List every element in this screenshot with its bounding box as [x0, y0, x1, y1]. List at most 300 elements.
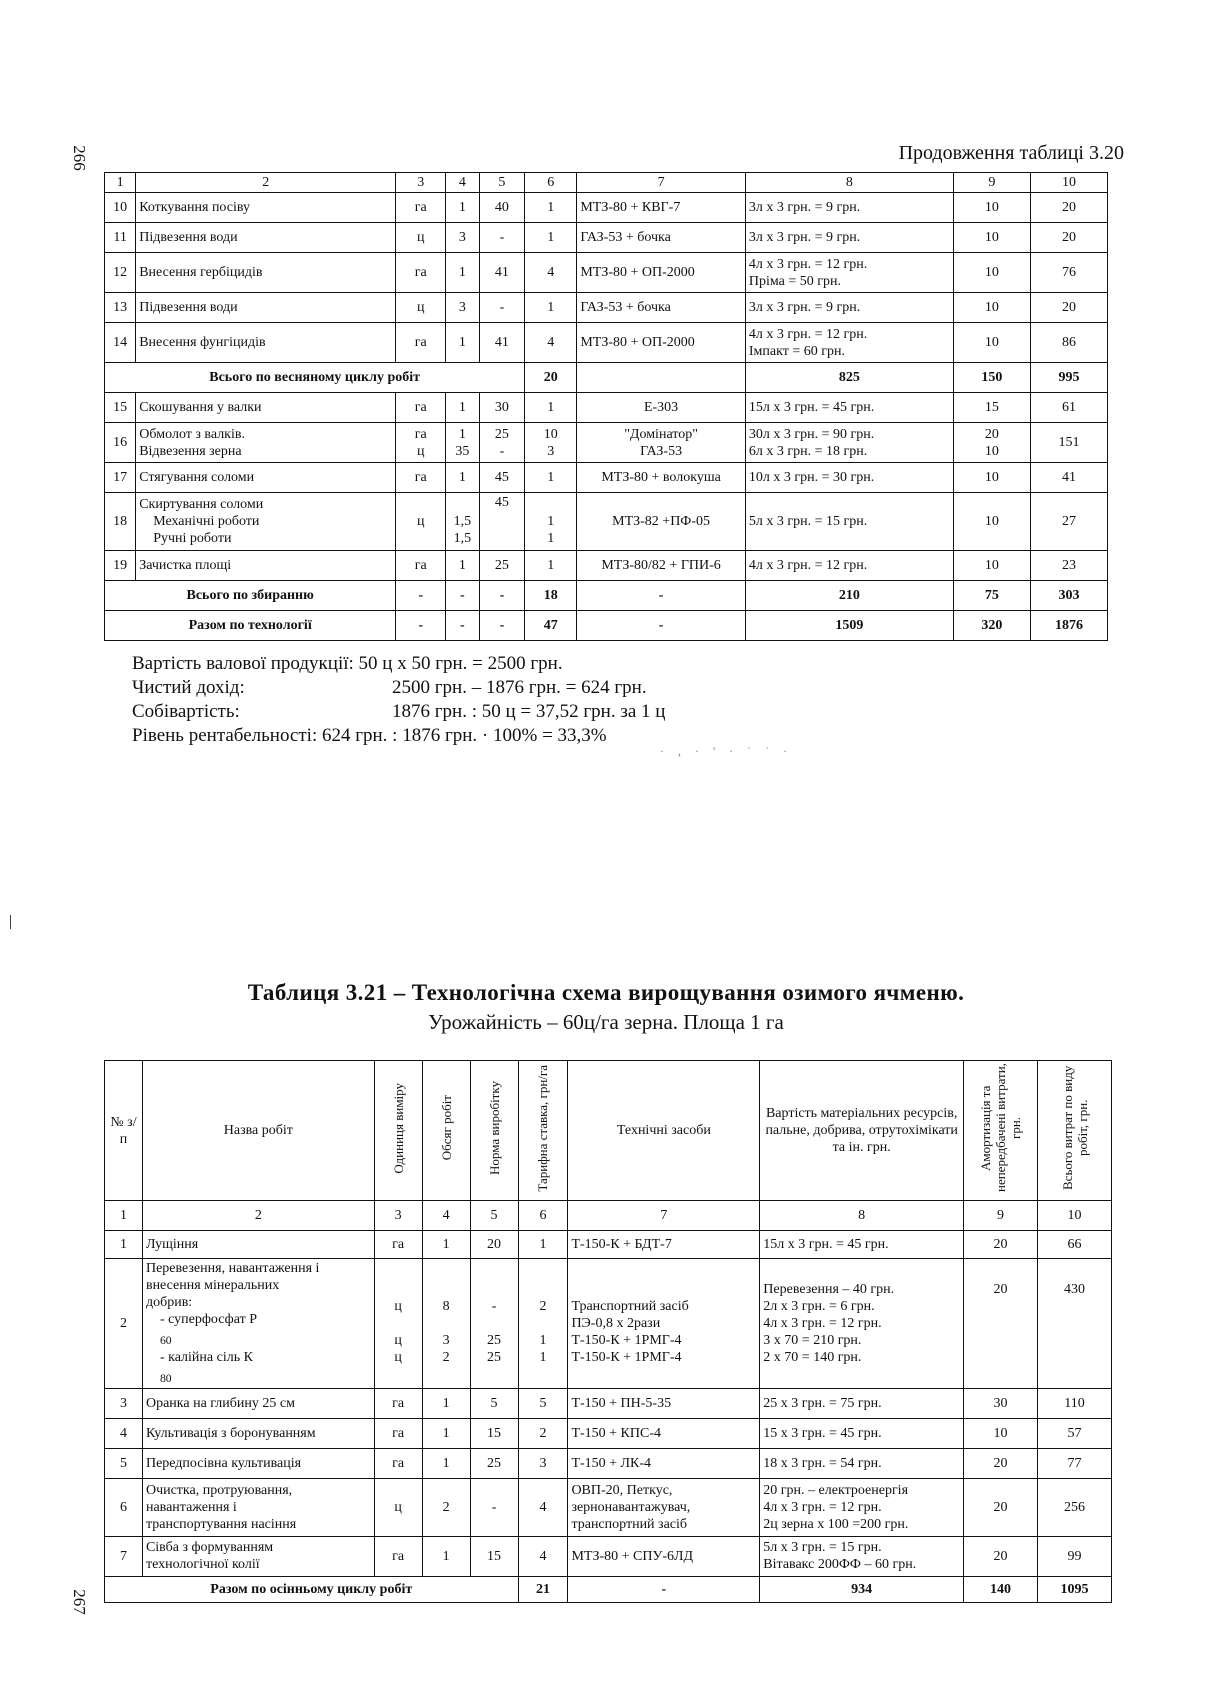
cell: 7: [105, 1536, 143, 1576]
page-number-bottom: 267: [69, 1589, 89, 1615]
cell: 1: [105, 1231, 143, 1259]
cell: 1: [446, 193, 479, 223]
subtotal-row: [105, 581, 1108, 611]
cell: [953, 423, 1030, 463]
cell: -: [577, 581, 746, 611]
table-row: [105, 1478, 1112, 1536]
cell: [446, 423, 479, 463]
cell: 25: [470, 1448, 518, 1478]
cell: 47: [525, 611, 577, 641]
cell: 27: [1030, 493, 1107, 551]
cell: 1: [422, 1448, 470, 1478]
cell: МТЗ-80 + ОП-2000: [577, 253, 746, 293]
cell: МТЗ-80 + СПУ-6ЛД: [568, 1536, 760, 1576]
col-num: 10: [1030, 173, 1107, 193]
cell: 20: [1030, 223, 1107, 253]
col-num: 3: [396, 173, 446, 193]
cell: [745, 423, 953, 463]
col-num: 3: [374, 1201, 422, 1231]
fertilizer-superphosphate: - суперфосфат Р: [159, 1312, 257, 1327]
header-norm: [470, 1061, 518, 1201]
cell-line: га: [414, 426, 427, 442]
cell: 15 х 3 грн. = 45 грн.: [760, 1418, 964, 1448]
cell: 4: [525, 323, 577, 363]
cell: 5л х 3 грн. = 15 грн.: [745, 493, 953, 551]
cell: 150: [953, 363, 1030, 393]
cell: [577, 423, 746, 463]
cell: 20: [964, 1536, 1038, 1576]
cell: -: [479, 581, 525, 611]
header-tech: Технічні засоби: [568, 1061, 760, 1201]
cell-line: 1: [547, 514, 555, 529]
cell: 3: [105, 1388, 143, 1418]
scan-specks: ·,·'·˙˙·: [660, 744, 802, 758]
cell: [479, 423, 525, 463]
cell: -: [479, 611, 525, 641]
cell: 15: [953, 393, 1030, 423]
cell: -: [396, 581, 446, 611]
cell-line: 25: [487, 1332, 502, 1348]
cell: 20: [470, 1231, 518, 1259]
header-unit-text: Одиниця виміру: [390, 1082, 406, 1174]
cell: ГАЗ-53 + бочка: [577, 223, 746, 253]
cell: 18: [525, 581, 577, 611]
cell: [422, 1259, 470, 1389]
cell: ц: [396, 293, 446, 323]
col-num: 6: [525, 173, 577, 193]
cell: га: [374, 1231, 422, 1259]
cell: 23: [1030, 551, 1107, 581]
cell: -: [568, 1576, 760, 1602]
cell-line: зернонавантажувач,: [571, 1499, 691, 1515]
cell-line: Обмолот з валків.: [139, 426, 245, 442]
cell: 1: [525, 463, 577, 493]
subtotal-label: Всього по збиранню: [105, 581, 396, 611]
total-row: [105, 1576, 1112, 1602]
cell: 20: [964, 1448, 1038, 1478]
total-label: Разом по осінньому циклу робіт: [105, 1576, 519, 1602]
cell-line: Скиртування соломи: [139, 497, 264, 512]
header-unit: [374, 1061, 422, 1201]
cell: га: [396, 393, 446, 423]
cell: Е-303: [577, 393, 746, 423]
cell: 140: [964, 1576, 1038, 1602]
summary-line: [132, 700, 666, 724]
cell: [518, 1259, 568, 1389]
cell-line: 3: [547, 443, 555, 459]
cell-line: 2: [539, 1298, 547, 1314]
summary-value: 1876 грн. : 50 ц = 37,52 грн. за 1 ц: [392, 701, 666, 722]
cell: 86: [1030, 323, 1107, 363]
cell-line: 30л х 3 грн. = 90 грн.: [748, 426, 875, 442]
table-3-20-continuation: [104, 172, 1108, 641]
cell: [479, 493, 525, 551]
cell: 934: [760, 1576, 964, 1602]
cell: 4: [518, 1536, 568, 1576]
cell: Т-150 + ПН-5-35: [568, 1388, 760, 1418]
cell-line: Відвезення зерна: [139, 443, 242, 459]
col-num: 9: [953, 173, 1030, 193]
cell-line: 1,5: [453, 514, 472, 529]
cell: [470, 1259, 518, 1389]
cell: га: [396, 323, 446, 363]
cell: 99: [1038, 1536, 1112, 1576]
cell-line: 4л х 3 грн. = 12 грн.: [763, 1315, 882, 1331]
cell-line: Ручні роботи: [153, 531, 232, 546]
cell: 15л х 3 грн. = 45 грн.: [745, 393, 953, 423]
column-number-row: [105, 1201, 1112, 1231]
cell: 41: [1030, 463, 1107, 493]
cell: 5: [470, 1388, 518, 1418]
cell-line: Транспортний засіб: [571, 1298, 689, 1314]
cell: 10л х 3 грн. = 30 грн.: [745, 463, 953, 493]
cell-line: 10: [543, 426, 558, 442]
col-num: 2: [142, 1201, 374, 1231]
cell: 18 х 3 грн. = 54 грн.: [760, 1448, 964, 1478]
col-num: 5: [479, 173, 525, 193]
cell-line: 8: [442, 1298, 450, 1314]
table-row: [105, 423, 1108, 463]
cell: МТЗ-80 + ОП-2000: [577, 323, 746, 363]
cell-line: Імпакт = 60 грн.: [748, 343, 845, 359]
cell-line: Механічні роботи: [153, 514, 260, 529]
cell-line: технологічної колії: [145, 1557, 260, 1573]
cell: ц: [374, 1478, 422, 1536]
cell: 1: [525, 393, 577, 423]
header-norm-text: Норма виробітку: [486, 1081, 502, 1175]
cell: 11: [105, 223, 136, 253]
cell: 10: [953, 551, 1030, 581]
cell: [446, 493, 479, 551]
table-row: [105, 193, 1108, 223]
summary-line: [132, 652, 607, 676]
cell: 1: [446, 253, 479, 293]
cell: Т-150 + КПС-4: [568, 1418, 760, 1448]
cell-line: Сівба з формуванням: [145, 1540, 274, 1556]
cell: [760, 1259, 964, 1389]
header-total: [1038, 1061, 1112, 1201]
cell: 256: [1038, 1478, 1112, 1536]
header-volume: [422, 1061, 470, 1201]
table-row: [105, 1418, 1112, 1448]
cell: 14: [105, 323, 136, 363]
cell: 41: [479, 253, 525, 293]
summary-value: 2500 грн. – 1876 грн. = 624 грн.: [392, 677, 647, 698]
cell: -: [577, 611, 746, 641]
cell-line: 45: [494, 495, 509, 510]
col-num: 5: [470, 1201, 518, 1231]
cell: 320: [953, 611, 1030, 641]
cell: 20: [964, 1259, 1038, 1389]
cell: 110: [1038, 1388, 1112, 1418]
cell: 2: [518, 1418, 568, 1448]
cell: [374, 1259, 422, 1389]
summary-label: Чистий дохід:: [132, 677, 245, 698]
cell-line: 10: [984, 443, 999, 459]
cell: МТЗ-80 + волокуша: [577, 463, 746, 493]
cell-line: 1: [458, 426, 466, 442]
cell: 10: [105, 193, 136, 223]
cell: [142, 1259, 374, 1389]
cell: 303: [1030, 581, 1107, 611]
cell: 10: [953, 493, 1030, 551]
cell: 4л х 3 грн. = 12 грн.: [745, 551, 953, 581]
cell: 825: [745, 363, 953, 393]
cell: 3: [518, 1448, 568, 1478]
header-name: Назва робіт: [142, 1061, 374, 1201]
cell: 1: [446, 463, 479, 493]
col-num: 8: [745, 173, 953, 193]
cell-line: внесення мінеральних: [145, 1278, 280, 1293]
cell-line: -: [491, 1298, 497, 1314]
table-3-21: [104, 1060, 1112, 1603]
cell-line: транспортний засіб: [571, 1516, 688, 1532]
cell: 1: [446, 551, 479, 581]
column-number-row: [105, 173, 1108, 193]
cell: 20: [1030, 293, 1107, 323]
cell-line: 4л х 3 грн. = 12 грн.: [748, 256, 868, 272]
cell: 10: [953, 223, 1030, 253]
cell: Передпосівна культивація: [142, 1448, 374, 1478]
subtotal-row: [105, 363, 1108, 393]
cell-line: 5л х 3 грн. = 15 грн.: [763, 1540, 882, 1556]
cell: [136, 423, 396, 463]
page-number-top: 266: [69, 145, 89, 171]
cell: 45: [479, 463, 525, 493]
cell-line: -: [499, 443, 505, 459]
cell: -: [479, 293, 525, 323]
cell-line: ц: [394, 1349, 402, 1365]
cell-line: 3 х 70 = 210 грн.: [763, 1332, 862, 1348]
cell: 66: [1038, 1231, 1112, 1259]
cell: 3: [446, 293, 479, 323]
cell: [136, 493, 396, 551]
header-amort-text: Амортизація та непередбачені витрати, грн.: [978, 1063, 1024, 1193]
cell: -: [479, 223, 525, 253]
table-row: [105, 463, 1108, 493]
cell: [142, 1536, 374, 1576]
subscript: 60: [159, 1333, 172, 1347]
cell: 12: [105, 253, 136, 293]
cell: 1: [518, 1231, 568, 1259]
cell: [760, 1478, 964, 1536]
cell: Зачистка площі: [136, 551, 396, 581]
col-num: 9: [964, 1201, 1038, 1231]
cell: 10: [953, 323, 1030, 363]
cell: 5: [518, 1388, 568, 1418]
cell: 4: [105, 1418, 143, 1448]
cell-line: [146, 1311, 371, 1349]
table-row: [105, 393, 1108, 423]
cell: 17: [105, 463, 136, 493]
cell: Т-150-К + БДТ-7: [568, 1231, 760, 1259]
cell: 15л х 3 грн. = 45 грн.: [760, 1231, 964, 1259]
cell: 1: [422, 1231, 470, 1259]
cell: МТЗ-80 + КВГ-7: [577, 193, 746, 223]
cell: 13: [105, 293, 136, 323]
subtotal-label: Всього по весняному циклу робіт: [105, 363, 525, 393]
cell: 1509: [745, 611, 953, 641]
cell: 1876: [1030, 611, 1107, 641]
col-num: 10: [1038, 1201, 1112, 1231]
cell: 1: [525, 223, 577, 253]
cell: 76: [1030, 253, 1107, 293]
cell: 20: [1030, 193, 1107, 223]
total-label: Разом по технології: [105, 611, 396, 641]
cell: [577, 363, 746, 393]
cell-line: Пріма = 50 грн.: [748, 273, 841, 289]
cell: 41: [479, 323, 525, 363]
cell: 5: [105, 1448, 143, 1478]
cell-line: "Домінатор": [624, 426, 698, 442]
cell: Оранка на глибину 25 см: [142, 1388, 374, 1418]
cell: Культивація з боронуванням: [142, 1418, 374, 1448]
cell-line: 1: [539, 1332, 547, 1348]
cell: [568, 1478, 760, 1536]
table-row: [105, 493, 1108, 551]
cell-line: добрив:: [145, 1295, 193, 1310]
cell-line: транспортування насіння: [145, 1516, 297, 1532]
header-rate-text: Тарифна ставка, грн/га: [535, 1064, 551, 1192]
cell-line: Т-150-К + 1РМГ-4: [571, 1332, 682, 1348]
cell: га: [396, 253, 446, 293]
cell: Стягування соломи: [136, 463, 396, 493]
cell: 10: [953, 463, 1030, 493]
cell: га: [396, 463, 446, 493]
cell-line: ПЭ-0,8 х 2рази: [571, 1315, 661, 1331]
col-num: 4: [422, 1201, 470, 1231]
cell: 25 х 3 грн. = 75 грн.: [760, 1388, 964, 1418]
cell-line: ГАЗ-53: [640, 443, 683, 459]
cell: 995: [1030, 363, 1107, 393]
cell: 18: [105, 493, 136, 551]
cell: Підвезення води: [136, 293, 396, 323]
header-total-text: Всього витрат по виду робіт, грн.: [1059, 1065, 1090, 1191]
table-3-21-subtitle: Урожайність – 60ц/га зерна. Площа 1 га: [428, 1010, 784, 1034]
cell: [568, 1259, 760, 1389]
cell: [760, 1536, 964, 1576]
cell-line: 4л х 3 грн. = 12 грн.: [748, 326, 868, 342]
cell-line: [146, 1349, 371, 1387]
cell: 10: [964, 1418, 1038, 1448]
cell: -: [446, 611, 479, 641]
cell: 2: [422, 1478, 470, 1536]
cell: 57: [1038, 1418, 1112, 1448]
cell-line: 25: [494, 426, 509, 442]
cell-line: навантаження і: [145, 1499, 237, 1515]
cell: 1: [525, 293, 577, 323]
summary-line: [132, 676, 647, 700]
cell: -: [396, 611, 446, 641]
cell-line: 25: [487, 1349, 502, 1365]
header-materials: Вартість матеріальних ресурсів, пальне, добрива, отрутохімікати та ін. грн.: [760, 1061, 964, 1201]
table-row: [105, 1388, 1112, 1418]
cell: га: [374, 1388, 422, 1418]
cell: Підвезення води: [136, 223, 396, 253]
cell: 430: [1038, 1259, 1112, 1389]
cell: 21: [518, 1576, 568, 1602]
table-row: [105, 1231, 1112, 1259]
col-num: 1: [105, 1201, 143, 1231]
cell-line: ц: [394, 1332, 402, 1348]
cell-line: 1: [547, 531, 555, 546]
cell: Внесення фунгіцидів: [136, 323, 396, 363]
cell: 1: [446, 393, 479, 423]
table-row: [105, 253, 1108, 293]
table-row: [105, 323, 1108, 363]
cell-line: Вітавакс 200ФФ – 60 грн.: [763, 1557, 917, 1573]
cell: га: [374, 1418, 422, 1448]
header-num: № з/п: [105, 1061, 143, 1201]
cell: МТЗ-82 +ПФ-05: [577, 493, 746, 551]
fertilizer-potassium: - калійна сіль К: [159, 1349, 253, 1365]
cell-line: 1: [539, 1349, 547, 1365]
col-num: 4: [446, 173, 479, 193]
cell: 16: [105, 423, 136, 463]
header-amort: [964, 1061, 1038, 1201]
cell: 10: [953, 193, 1030, 223]
header-rate: [518, 1061, 568, 1201]
table-row: [105, 223, 1108, 253]
cell-line: ц: [417, 443, 425, 459]
table-row: [105, 551, 1108, 581]
cell: 15: [470, 1536, 518, 1576]
cell: -: [446, 581, 479, 611]
cell: 15: [470, 1418, 518, 1448]
cell-line: 4л х 3 грн. = 12 грн.: [763, 1499, 882, 1515]
cell-line: 35: [455, 443, 470, 459]
cell: 75: [953, 581, 1030, 611]
cell: ц: [396, 493, 446, 551]
cell: 20: [964, 1231, 1038, 1259]
table-row: [105, 1448, 1112, 1478]
col-num: 6: [518, 1201, 568, 1231]
cell: 2: [105, 1259, 143, 1389]
cell: 19: [105, 551, 136, 581]
cell: Внесення гербіцидів: [136, 253, 396, 293]
col-num: 2: [136, 173, 396, 193]
cell: 61: [1030, 393, 1107, 423]
cell: га: [374, 1448, 422, 1478]
cell: 30: [479, 393, 525, 423]
cell: га: [396, 193, 446, 223]
cell: 3л х 3 грн. = 9 грн.: [745, 293, 953, 323]
cell-line: 2: [442, 1349, 450, 1365]
cell: [142, 1478, 374, 1536]
table-row: [105, 293, 1108, 323]
cell: 77: [1038, 1448, 1112, 1478]
summary-label: Вартість валової продукції: 50 ц х 50 грн. = 2500 грн.: [132, 653, 563, 674]
cell: 1: [446, 323, 479, 363]
cell-line: 6л х 3 грн. = 18 грн.: [748, 443, 868, 459]
cell-line: 20 грн. – електроенергія: [763, 1482, 909, 1498]
summary-line: [132, 724, 607, 748]
cell: 1: [525, 193, 577, 223]
table-3-21-title: Таблиця 3.21 – Технологічна схема вирощування озимого ячменю.: [247, 980, 965, 1005]
cell: Т-150 + ЛК-4: [568, 1448, 760, 1478]
total-row: [105, 611, 1108, 641]
table-row: [105, 1259, 1112, 1389]
cell: 10: [953, 293, 1030, 323]
cell-line: 2 х 70 = 140 грн.: [763, 1349, 862, 1365]
cell: -: [470, 1478, 518, 1536]
header-row: [105, 1061, 1112, 1201]
cell: 1: [422, 1536, 470, 1576]
cell: ц: [396, 223, 446, 253]
summary-label: Рівень рентабельності: 624 грн. : 1876 грн. · 100% = 33,3%: [132, 725, 607, 746]
cell: 3л х 3 грн. = 9 грн.: [745, 223, 953, 253]
cell: 151: [1030, 423, 1107, 463]
